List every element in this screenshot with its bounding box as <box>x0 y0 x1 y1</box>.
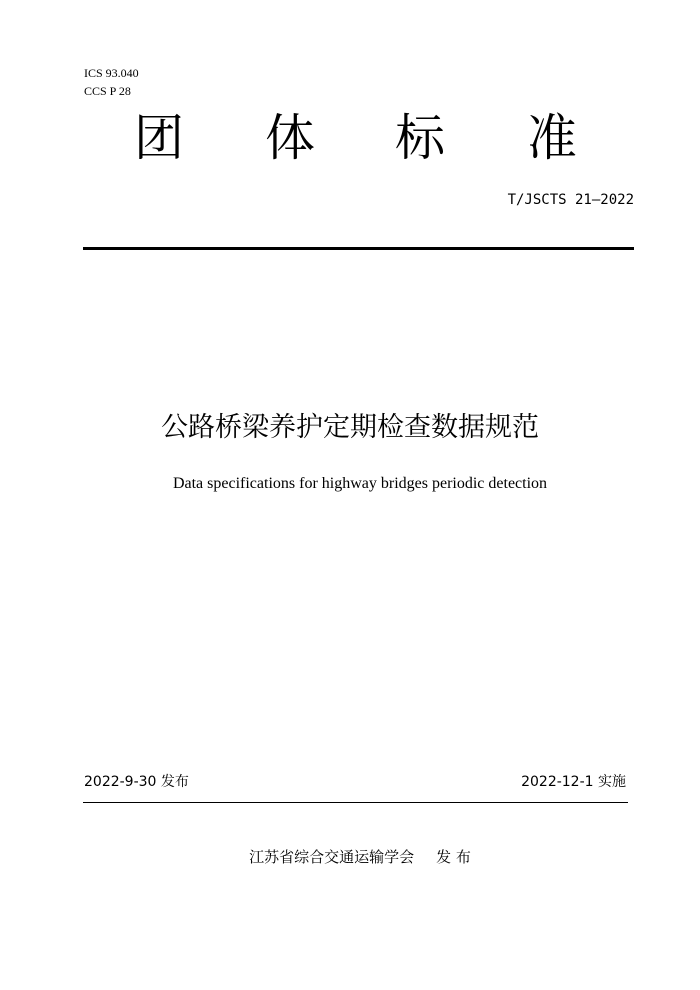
header-divider <box>83 247 634 250</box>
ics-code: ICS 93.040 <box>84 66 139 80</box>
issue-date: 2022-9-30 发布 <box>84 774 189 790</box>
title-char-2: 体 <box>265 109 315 167</box>
ccs-code: CCS P 28 <box>84 84 131 98</box>
title-char-1: 团 <box>134 109 184 167</box>
footer-divider <box>83 802 628 803</box>
standard-number: T/JSCTS 21—2022 <box>507 192 634 208</box>
document-title-zh: 公路桥梁养护定期检查数据规范 <box>161 412 539 443</box>
standard-category-title <box>0 106 700 170</box>
publisher-action: 发 布 <box>436 848 471 866</box>
publisher-organization: 江苏省综合交通运输学会 <box>249 848 415 866</box>
publisher-line <box>0 846 700 868</box>
implementation-date: 2022-12-1 实施 <box>521 774 626 790</box>
title-char-4: 准 <box>527 109 577 167</box>
classification-codes <box>84 64 139 100</box>
document-title-en: Data specifications for highway bridges periodic detection <box>172 475 548 492</box>
title-char-3: 标 <box>395 109 445 167</box>
